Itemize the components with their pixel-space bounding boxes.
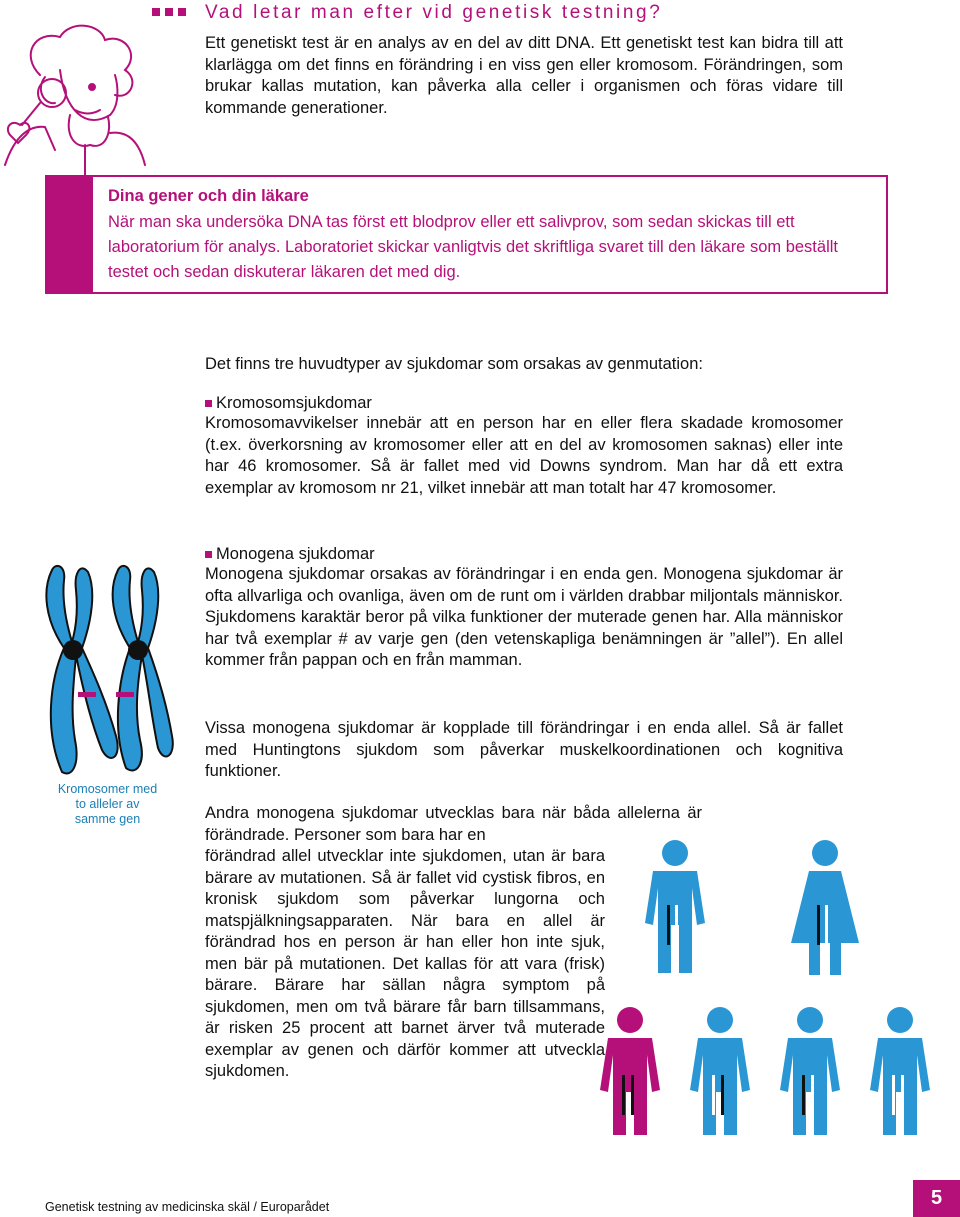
page-number: 5	[913, 1180, 960, 1217]
recessive-paragraph-lead: Andra monogena sjukdomar utvecklas bara när båda allelerna är förändrade. Personer som bara har en	[205, 804, 702, 844]
section-chromosomal	[205, 394, 843, 499]
types-intro: Det finns tre huvudtyper av sjukdomar som orsakas av genmutation:	[205, 355, 703, 373]
section-monogenic-heading-text: Monogena sjukdomar	[216, 545, 375, 563]
huntington-paragraph: Vissa monogena sjukdomar är kopplade till förändringar i en enda allel. Så är fallet med Huntingtons sjukdom som påverkar muskelkoordinationen och kognitiva funktioner.	[205, 719, 843, 780]
page-heading: Vad letar man efter vid genetisk testning?	[205, 2, 663, 23]
section-monogenic	[205, 545, 843, 672]
family-carrier-illustration	[595, 835, 955, 1135]
section-chromosomal-heading-text: Kromosomsjukdomar	[216, 394, 372, 412]
recessive-paragraph-rest: förändrad allel utvecklar inte sjukdomen, utan är bara bärare av mutationen. Så är fallet vid cystisk fibros, en kronisk sjukdom som påverkar lungorna och matspjälkningsapparaten. När bara en allel är förändrad hos en person är han eller hon inte sjuk, men bär på mutationen. Det kallas för att vara (frisk) bärare. Bärare har sällan några symptom på sjukdomen, men om två bärare får barn tillsammans, är risken 25 procent att barnet ärver två muterade exemplar av genen och därför kommer att utveckla sjukdomen.	[205, 847, 605, 1080]
section-monogenic-heading	[205, 545, 843, 564]
figure-caption: Kromosomer med to alleler av samme gen	[57, 782, 158, 826]
info-box-title: Dina gener och din läkare	[108, 187, 309, 205]
chromosome-pair-illustration	[30, 560, 180, 780]
section-monogenic-text: Monogena sjukdomar orsakas av förändringar i en enda gen. Monogena sjukdomar är ofta allvarliga och ovanliga, även om de runt om i världen drabbar miljontals människor. Sjukdomens karaktär beror på vilka funktioner der muterade genen har. Alla människor har två exemplar # av varje gen (den vetenskapliga benämningen är ”allel”). En allel kommer från pappan och en från mamman.	[205, 565, 843, 669]
section-chromosomal-text: Kromosomavvikelser innebär att en person har en eller flera skadade kromosomer (t.ex. överkorsning av kromosomer eller att en del av kromosomen saknas) eller inte har 46 kromosomer. Så är fallet med vid Downs syndrom. Man har då ett extra exemplar av kromosom nr 21, vilket innebär att man totalt har 47 kromosomer.	[205, 414, 843, 497]
section-chromosomal-heading	[205, 394, 843, 413]
intro-paragraph: Ett genetiskt test är en analys av en del av ditt DNA. Ett genetiskt test kan bidra till att klarlägga om det finns en förändring i en viss gen eller kromosom. Förändringen, som brukar kallas mutation, kan påverka alla celler i organismen och föras vidare till kommande generationer.	[205, 34, 843, 117]
bullet-square-icon	[205, 551, 212, 558]
info-box-accent-bar	[45, 175, 93, 294]
bullet-square-icon	[205, 400, 212, 407]
info-box-text: När man ska undersöka DNA tas först ett blodprov eller ett salivprov, som sedan skickas till ett laboratorium för analys. Laboratoriet skickar vanligtvis det skriftliga svaret till den läkare som beställt testet och sedan diskuterar läkaren det med dig.	[108, 213, 838, 281]
scientist-illustration	[0, 15, 165, 175]
footer-text: Genetisk testning av medicinska skäl / Europarådet	[45, 1200, 330, 1214]
